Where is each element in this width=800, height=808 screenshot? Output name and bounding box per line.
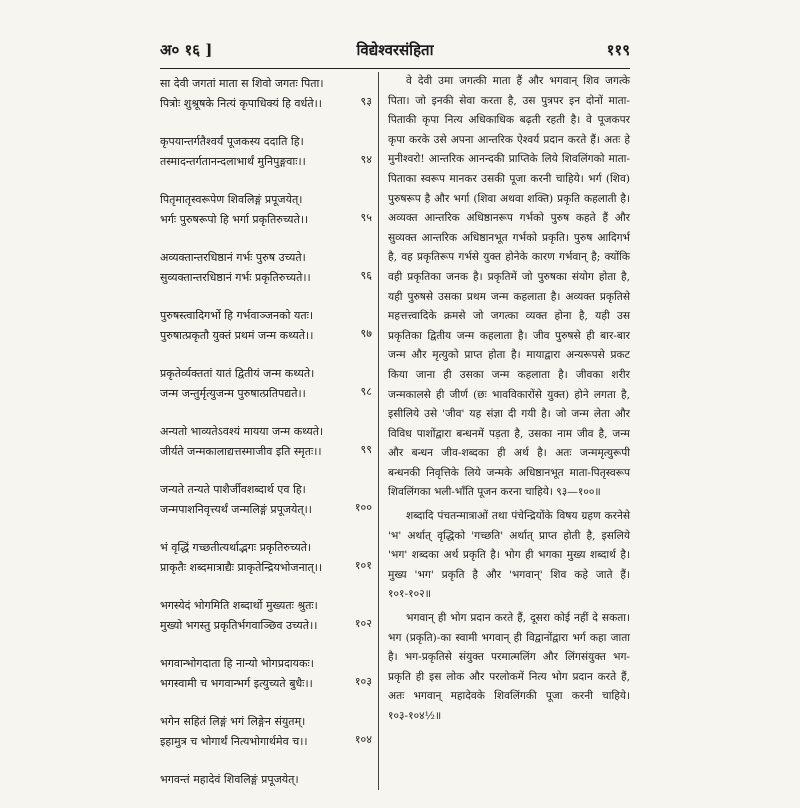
verse-line: जीर्यते जन्मकालाद्यत्तस्माजीव इति स्मृतः।। bbox=[160, 445, 322, 458]
page-number: ११९ bbox=[606, 41, 630, 59]
verse-line: प्राकृतैः शब्दमात्राद्यैः प्राकृतेन्द्रियभोजनात्।। bbox=[160, 561, 323, 574]
verse-line: सुव्यक्तान्तरधिष्ठानं गर्भः प्रकृतिरुच्यते।। bbox=[160, 271, 311, 284]
verse-number: १०४ bbox=[354, 733, 372, 746]
hindi-translation-column bbox=[388, 72, 630, 731]
page-header bbox=[160, 36, 630, 64]
verse-line: भगस्येदं भोगमिति शब्दार्थो मुख्यतः श्रुतः। bbox=[160, 599, 318, 612]
verse-block bbox=[160, 654, 372, 694]
verse-line: इहामुत्र च भोगार्थं नित्यभोगार्थमेव च।। bbox=[160, 735, 308, 748]
verse-number: ९५ bbox=[360, 211, 372, 224]
verse-number: ९८ bbox=[360, 385, 372, 398]
verse-number: १०० bbox=[354, 501, 372, 514]
verse-line: कृपयान्तर्गतैश्वर्यं पूजकस्य ददाति हि। bbox=[160, 135, 304, 148]
verse-block bbox=[160, 364, 372, 404]
verse-block bbox=[160, 712, 372, 752]
verse-block bbox=[160, 132, 372, 172]
verse-number: ९४ bbox=[360, 153, 372, 166]
translation-paragraph: भगवान् ही भोग प्रदान करते हैं, दूसरा कोई नहीं दे सकता। भग (प्रकृति)-का स्वामी भगवान् ही विद्वानोंद्वारा भर्ग कहा जाता है। भग-प्रकृतिसे संयुक्त परमात्मलिंग और लिंगसंयुक्त भग-प्रकृति ही इस लोक और परलोकमें नित्य भोग प्रदान करते हैं, अतः भगवान् महादेवके शिवलिंगकी पूजा करनी चाहिये। १०३-१०४½॥ bbox=[388, 612, 630, 722]
verse-block bbox=[160, 538, 372, 578]
verse-line: भगवन्तं महादेवं शिवलिङ्गं प्रपूजयेत्। bbox=[160, 773, 299, 786]
verse-block bbox=[160, 190, 372, 230]
translation-paragraph: वे देवी उमा जगत्की माता हैं और भगवान् शिव जगत्के पिता। जो इनकी सेवा करता है, उस पुत्रपर इन दोनों माता-पिताकी कृपा नित्य अधिकाधिक बढ़ती रहती है। वे पूजकपर कृपा करके उसे अपना आन्तरिक ऐश्वर्य प्रदान करते हैं। अतः हे मुनीश्वरो! आन्तरिक आनन्दकी प्राप्तिके लिये शिवलिंगको माता-पिताका स्वरूप मानकर उसकी पूजा करनी चाहिये। भर्ग (शिव) पुरुषरूप है और भर्गा (शिवा अथवा शक्ति) प्रकृति कहलाती है। अव्यक्त आन्तरिक अधिष्ठानरूप गर्भको पुरुष कहते हैं और सुव्यक्त आन्तरिक अधिष्ठानभूत गर्भको प्रकृति। पुरुष आदिगर्भ है, वह प्रकृतिरूप गर्भसे युक्त होनेके कारण गर्भवान् है; क्योंकि वही प्रकृतिका जनक है। प्रकृतिमें जो पुरुषका संयोग होता है, यही पुरुषसे उसका प्रथम जन्म कहलाता है। अव्यक्त प्रकृतिसे महत्तत्त्वादिके क्रमसे जो जगत्का व्यक्त होना है, यही उस प्रकृतिका द्वितीय जन्म कहलाता है। जीव पुरुषसे ही बार-बार जन्म और मृत्युको प्राप्त होता है। मायाद्वारा अन्यरूपसे प्रकट किया जाना ही उसका जन्म कहलाता है। जीवका शरीर जन्मकालसे ही जीर्ण (छः भावविकारोंसे युक्त) होने लगता है, इसीलिये उसे 'जीव' यह संज्ञा दी गयी है। जो जन्म लेता और विविध पाशोंद्वारा बन्धनमें पड़ता है, उसका नाम जीव है, जन्म और बन्धन जीव-शब्दका ही अर्थ है। अतः जन्ममृत्युरूपी बन्धनकी निवृत्तिके लिये जन्मके अधिष्ठानभूत माता-पितृस्वरूप शिवलिंगका भली-भाँति पूजन करना चाहिये। ९३—१००॥ bbox=[388, 75, 630, 499]
verse-block bbox=[160, 596, 372, 636]
verse-number: १०३ bbox=[354, 675, 372, 688]
verse-line: भं वृद्धिं गच्छतीत्यर्थाद्भगः प्रकृतिरुच्यते। bbox=[160, 541, 312, 554]
verse-block bbox=[160, 248, 372, 288]
verse-line: सा देवी जगतां माता स शिवो जगतः पिता। bbox=[160, 77, 324, 90]
verse-line: अन्यतो भाव्यतेऽवश्यं मायया जन्म कथ्यते। bbox=[160, 425, 324, 438]
verse-line: जन्म जन्तुर्मृत्युजन्म पुरुषात्प्रतिपद्यते।। bbox=[160, 387, 306, 400]
chapter-marker: अ० १६ ] bbox=[160, 41, 213, 59]
sanskrit-verses-column bbox=[160, 74, 372, 808]
verse-line: मुख्यो भगस्तु प्रकृतिर्भगवाञ्छिव उच्यते।। bbox=[160, 619, 318, 632]
verse-number: १०२ bbox=[354, 617, 372, 630]
verse-line: जन्यते तन्यते पाशैर्जीवशब्दार्थ एव हि। bbox=[160, 483, 306, 496]
verse-number: ९७ bbox=[360, 327, 372, 340]
verse-block bbox=[160, 480, 372, 520]
verse-block bbox=[160, 422, 372, 462]
verse-number: ९३ bbox=[360, 95, 372, 108]
verse-number: ९९ bbox=[360, 443, 372, 456]
verse-line: पुरुषस्त्वादिगर्भो हि गर्भवाञ्जनको यतः। bbox=[160, 309, 313, 322]
section-title: विद्येश्वरसंहिता bbox=[356, 41, 434, 59]
verse-line: पित्रोः शुश्रूषके नित्यं कृपाधिक्यं हि वर्धते।। bbox=[160, 97, 322, 110]
column-divider bbox=[378, 72, 379, 790]
verse-line: भगेन सहितं लिङ्गं भगं लिङ्गेन संयुतम्। bbox=[160, 715, 306, 728]
translation-paragraph: शब्दादि पंचतन्मात्राओं तथा पंचेन्द्रियोंके विषय ग्रहण करनेसे 'भ' अर्थात् वृद्धिको 'गच्छति' अर्थात् प्राप्त होती है, इसलिये 'भग' शब्दका अर्थ प्रकृति है। भोग ही भगका मुख्य शब्दार्थ है। मुख्य 'भग' प्रकृति है और 'भगवान्' शिव कहे जाते हैं। १०१-१०२॥ bbox=[388, 510, 630, 601]
verse-block bbox=[160, 74, 372, 114]
verse-number: १०१ bbox=[354, 559, 372, 572]
verse-line: प्रकृतेर्व्यक्ततां यातं द्वितीयं जन्म कथ्यते। bbox=[160, 367, 315, 380]
verse-line: अव्यक्तान्तरधिष्ठानं गर्भः पुरुष उच्यते। bbox=[160, 251, 306, 264]
verse-line: भर्गः पुरुषरूपो हि भर्गा प्रकृतिरुच्यते।। bbox=[160, 213, 309, 226]
header-rule bbox=[160, 68, 630, 69]
verse-line: भगस्वामी च भगवान्भर्ग इत्युच्यते बुधैः।। bbox=[160, 677, 313, 690]
verse-line: पितृमातृस्वरूपेण शिवलिङ्गं प्रपूजयेत्। bbox=[160, 193, 303, 206]
verse-number: ९६ bbox=[360, 269, 372, 282]
verse-line: पुरुषात्प्रकृतौ युक्तं प्रथमं जन्म कथ्यते।। bbox=[160, 329, 314, 342]
verse-block bbox=[160, 306, 372, 346]
verse-line: तस्मादन्तर्गतानन्दलाभार्थं मुनिपुङ्गवाः।। bbox=[160, 155, 306, 168]
verse-line: भगवान्भोगदाता हि नान्यो भोगप्रदायकः। bbox=[160, 657, 314, 670]
verse-block bbox=[160, 770, 372, 790]
verse-line: जन्मपाशनिवृत्त्यर्थं जन्मलिङ्गं प्रपूजयेत्।। bbox=[160, 503, 312, 516]
